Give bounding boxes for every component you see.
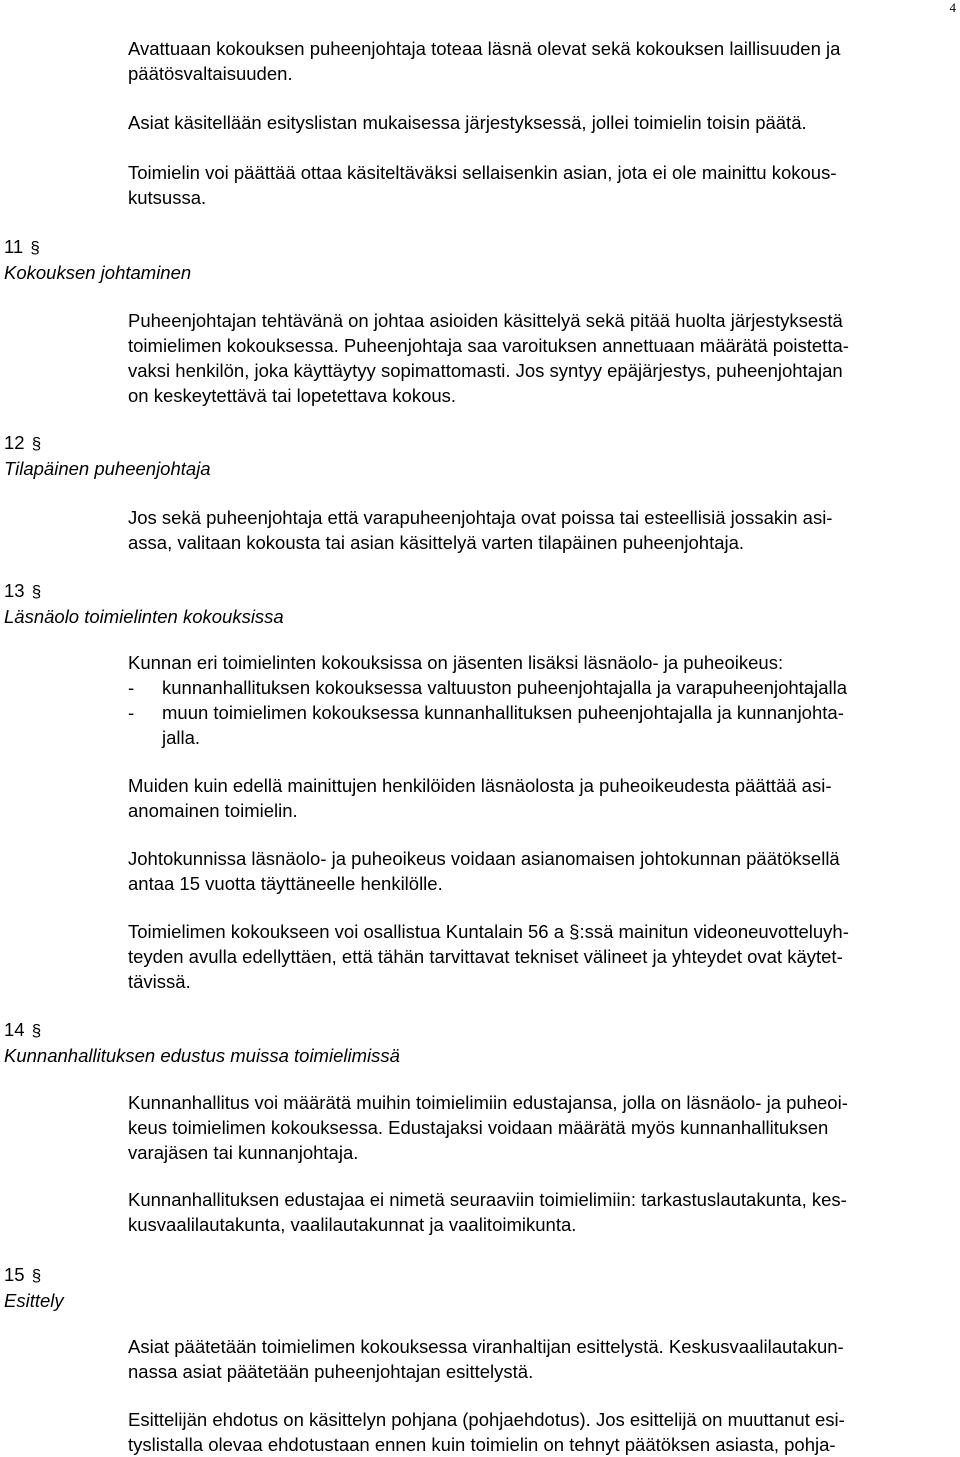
section-14-paragraph-1: Kunnanhallitus voi määrätä muihin toimielimiin edustajansa, jolla on läsnäolo- ja puheoi- keus toimielimen kokouksessa. Edustajaksi voidaan määrätä myös kunnanhallituksen varajäsen tai kunnanjohtaja.: [128, 1092, 848, 1163]
section-title: Tilapäinen puheenjohtaja: [4, 458, 211, 479]
section-title: Läsnäolo toimielinten kokouksissa: [4, 606, 284, 627]
section-14-paragraph-2: Kunnanhallituksen edustajaa ei nimetä seuraaviin toimielimiin: tarkastuslautakunta, kes- kusvaalilautakunta, vaalilautakunnat ja vaalitoimikunta.: [128, 1189, 847, 1235]
section-number: 15 §: [4, 1264, 42, 1285]
intro-paragraph-3: Toimielin voi päättää ottaa käsiteltäväksi sellaisenkin asian, jota ei ole mainittu kokous- kutsussa.: [128, 162, 837, 208]
list-item: - kunnanhallituksen kokouksessa valtuuston puheenjohtajalla ja varapuheenjohtajalla: [128, 677, 847, 698]
section-title: Esittely: [4, 1290, 64, 1311]
section-13-paragraph-1: Muiden kuin edellä mainittujen henkilöiden läsnäolosta ja puheoikeudesta päättää asi- anomainen toimielin.: [128, 775, 832, 821]
list-item: - muun toimielimen kokouksessa kunnanhallituksen puheenjohtajalla ja kunnanjohta-: [128, 702, 844, 723]
list-item-continuation: jalla.: [162, 727, 201, 748]
section-13-paragraph-3: Toimielimen kokoukseen voi osallistua Kuntalain 56 a §:ssä mainitun videoneuvotteluyh- teyden avulla edellyttäen, että tähän tarvittavat tekniset välineet ja yhteydet ovat käytet- tävissä.: [128, 921, 849, 992]
section-number: 14 §: [4, 1019, 42, 1040]
section-13-paragraph-2: Johtokunnissa läsnäolo- ja puheoikeus voidaan asianomaisen johtokunnan päätöksellä antaa 15 vuotta täyttäneelle henkilölle.: [128, 848, 840, 894]
section-13-heading: [4, 578, 284, 629]
intro-paragraph-2: Asiat käsitellään esityslistan mukaisessa järjestyksessä, jollei toimielin toisin päätä.: [128, 112, 807, 133]
section-12-paragraph-1: Jos sekä puheenjohtaja että varapuheenjohtaja ovat poissa tai esteellisiä jossakin asi- assa, valitaan kokousta tai asian käsittelyä varten tilapäinen puheenjohtaja.: [128, 507, 833, 553]
section-13-list: [128, 650, 950, 750]
section-15-heading: [4, 1262, 64, 1313]
section-12-heading: [4, 430, 211, 481]
section-15-paragraph-2: Esittelijän ehdotus on käsittelyn pohjana (pohjaehdotus). Jos esittelijä on muuttanut esi- tyslistalla olevaa ehdotustaan ennen kuin toimielin on tehnyt päätöksen asiasta, pohja-: [128, 1409, 845, 1455]
section-11-paragraph-1: Puheenjohtajan tehtävänä on johtaa asioiden käsittelyä sekä pitää huolta järjestyksestä toimielimen kokouksessa. Puheenjohtaja saa varoituksen annettuaan määrätä poistetta- vaksi henkilön, joka käyttäytyy sopimattomasti. Jos syntyy epäjärjestys, puheenjohtajan on keskeytettävä tai lopetettava kokous.: [128, 310, 849, 406]
section-14-heading: [4, 1017, 400, 1068]
page-number: 4: [949, 0, 956, 15]
section-number: 13 §: [4, 580, 42, 601]
section-title: Kunnanhallituksen edustus muissa toimielimissä: [4, 1045, 400, 1066]
intro-paragraph-1: Avattuaan kokouksen puheenjohtaja toteaa läsnä olevat sekä kokouksen laillisuuden ja päätösvaltaisuuden.: [128, 38, 841, 84]
section-11-heading: [4, 234, 191, 285]
section-number: 12 §: [4, 432, 42, 453]
section-title: Kokouksen johtaminen: [4, 262, 192, 283]
section-15-paragraph-1: Asiat päätetään toimielimen kokouksessa viranhaltijan esittelystä. Keskusvaalilautakun- nassa asiat päätetään puheenjohtajan esittelystä.: [128, 1336, 844, 1382]
section-number: 11 §: [4, 236, 40, 257]
list-intro: Kunnan eri toimielinten kokouksissa on jäsenten lisäksi läsnäolo- ja puheoikeus:: [128, 652, 784, 673]
